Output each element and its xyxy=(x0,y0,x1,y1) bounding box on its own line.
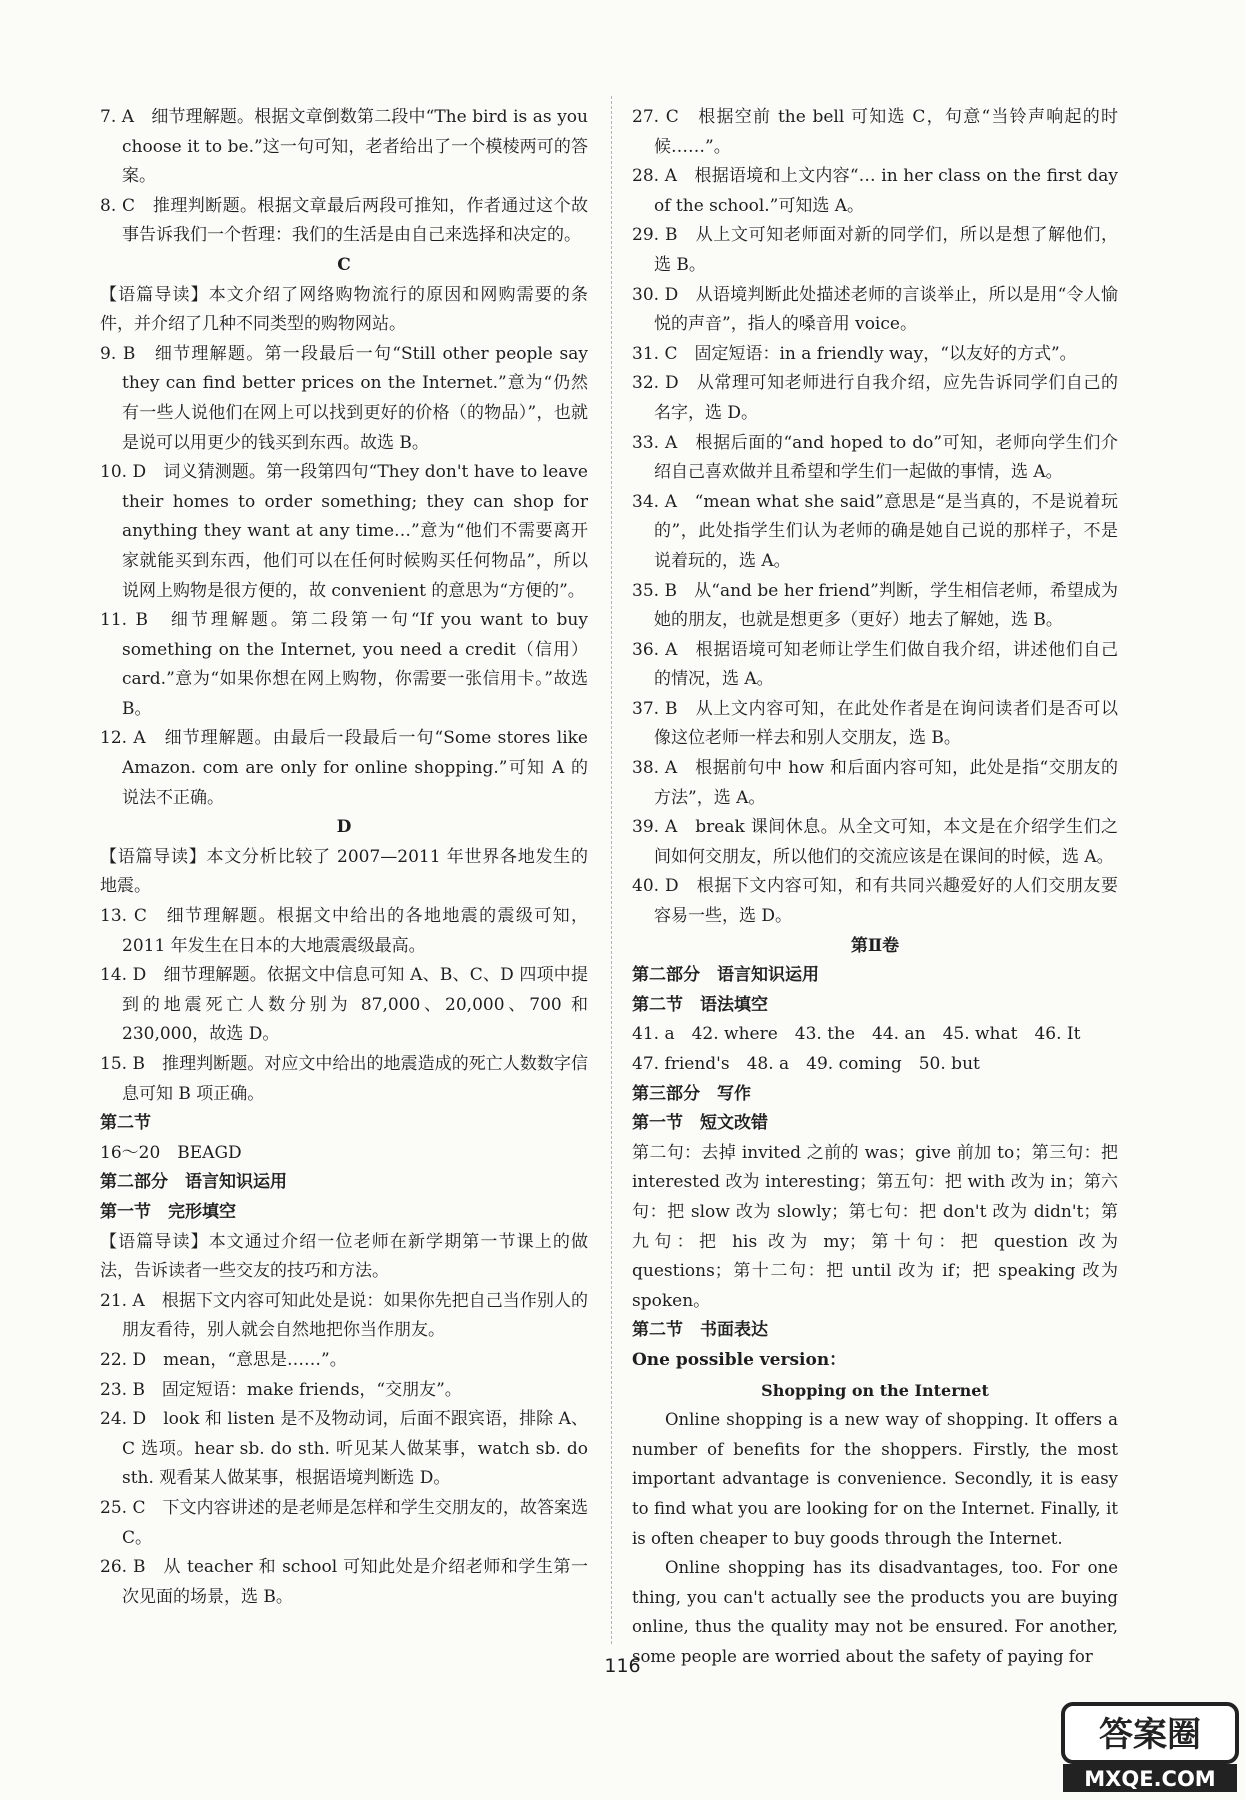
answer-item: 35. B 从“and be her friend”判断，学生相信老师，希望成为她的朋友，也就是想更多（更好）地去了解她，选 B。 xyxy=(632,580,1118,631)
answer-item: 31. C 固定短语：in a friendly way，“以友好的方式”。 xyxy=(632,343,1077,364)
watermark-title: 答案圈 xyxy=(1099,1715,1201,1755)
text-paragraph: 【语篇导读】本文通过介绍一位老师在新学期第一节课上的做法，告诉读者一些交友的技巧和方法。 xyxy=(100,1231,588,1282)
section-heading: 第二节 xyxy=(100,1113,151,1134)
essay-title: Shopping on the Internet xyxy=(761,1380,989,1400)
answer-item: 34. A “mean what she said”意思是“是当真的，不是说着玩的”，此处指学生们认为老师的确是她自己说的那样子，不是说着玩的，选 A。 xyxy=(632,491,1118,571)
answer-item: 11. B 细节理解题。第二段第一句“If you want to buy something on the Internet, you need a credit（信用）card.”意为“如果你想在网上购物，你需要一张信用卡。”故选 B。 xyxy=(100,610,588,719)
answer-item: 32. D 从常理可知老师进行自我介绍，应先告诉同学们自己的名字，选 D。 xyxy=(632,373,1118,423)
essay-paragraph: Online shopping is a new way of shopping. It offers a number of benefits for the shoppers. Firstly, the most important advantage is convenience. Secondly, it is easy to find what you are looking for on the Internet. Finally, it is often cheaper to buy goods through the Internet. xyxy=(632,1410,1118,1548)
watermark-url: MXQE.COM xyxy=(1084,1767,1216,1791)
answer-item: 23. B 固定短语：make friends，“交朋友”。 xyxy=(100,1379,462,1400)
column-divider xyxy=(611,96,612,1644)
section-label: D xyxy=(336,817,352,838)
section-heading: 第一节 短文改错 xyxy=(632,1113,768,1134)
answer-item: 7. A 细节理解题。根据文章倒数第二段中“The bird is as you choose it to be.”这一句可知，老者给出了一个模棱两可的答案。 xyxy=(100,107,588,187)
answer-item: 25. C 下文内容讲述的是老师是怎样和学生交朋友的，故答案选 C。 xyxy=(100,1497,588,1548)
answer-item: 29. B 从上文可知老师面对新的同学们，所以是想了解他们，选 B。 xyxy=(632,225,1118,275)
section-heading: One possible version： xyxy=(632,1349,847,1370)
section-heading: 第一节 完形填空 xyxy=(100,1201,236,1222)
section-heading: 第二部分 语言知识运用 xyxy=(100,1172,287,1193)
answer-item: 27. C 根据空前 the bell 可知选 C，句意“当铃声响起的时候……”。 xyxy=(632,107,1118,157)
answer-item: 12. A 细节理解题。由最后一段最后一句“Some stores like Amazon. com are only for online shopping.”可知 A 的说法不正确。 xyxy=(100,728,588,808)
answer-item: 13. C 细节理解题。根据文中给出的各地地震的震级可知，2011 年发生在日本的大地震震级最高。 xyxy=(100,906,588,956)
answer-item: 10. D 词义猜测题。第一段第四句“They don't have to leave their homes to order something; they can shop for anything they want at any time…”意为“他们不需要离开家就能买到东西，他们可以在任何时候购买任何物品”，所以说网上购物是很方便的，故 convenient 的意思为“方便的”。 xyxy=(100,462,588,601)
answer-item: 36. A 根据语境可知老师让学生们做自我介绍，讲述他们自己的情况，选 A。 xyxy=(632,639,1118,690)
text-paragraph: 47. friend's 48. a 49. coming 50. but xyxy=(632,1054,980,1074)
watermark-logo xyxy=(1061,1700,1239,1796)
answer-item: 8. C 推理判断题。根据文章最后两段可推知，作者通过这个故事告诉我们一个哲理：我们的生活是由自己来选择和决定的。 xyxy=(100,195,588,246)
answer-item: 37. B 从上文内容可知，在此处作者是在询问读者们是否可以像这位老师一样去和别人交朋友，选 B。 xyxy=(632,698,1118,749)
section-heading: 第二节 语法填空 xyxy=(632,994,768,1015)
answer-item: 33. A 根据后面的“and hoped to do”可知，老师向学生们介绍自己喜欢做并且希望和学生们一起做的事情，选 A。 xyxy=(632,432,1118,483)
section-heading: 第二部分 语言知识运用 xyxy=(632,965,819,986)
text-paragraph: 第二句：去掉 invited 之前的 was；give 前加 to；第三句：把 interested 改为 interesting；第五句：把 with 改为 in；第六句：把 slow 改为 slowly；第七句：把 don't 改为 didn't；第九句：把 his 改为 my；第十句：把 question 改为 questions；第十二句：把 until 改为 if；把 speaking 改为 spoken。 xyxy=(632,1142,1118,1311)
answer-item: 21. A 根据下文内容可知此处是说：如果你先把自己当作别人的朋友看待，别人就会自然地把你当作朋友。 xyxy=(100,1290,588,1341)
answer-item: 39. A break 课间休息。从全文可知，本文是在介绍学生们之间如何交朋友，所以他们的交流应该是在课间的时候，选 A。 xyxy=(632,817,1118,867)
answer-item: 28. A 根据语境和上文内容“… in her class on the first day of the school.”可知选 A。 xyxy=(632,166,1118,216)
answer-item: 9. B 细节理解题。第一段最后一句“Still other people say they can find better prices on the Internet.”意为“仍然有一些人说他们在网上可以找到更好的价格（的物品）”，也就是说可以用更少的钱买到东西。故选 B。 xyxy=(100,343,588,453)
answer-item: 22. D mean，“意思是……”。 xyxy=(100,1349,347,1370)
answer-item: 30. D 从语境判断此处描述老师的言谈举止，所以是用“令人愉悦的声音”，指人的嗓音用 voice。 xyxy=(632,284,1118,335)
text-paragraph: 【语篇导读】本文分析比较了 2007—2011 年世界各地发生的地震。 xyxy=(100,846,588,897)
text-paragraph: 41. a 42. where 43. the 44. an 45. what 46. It xyxy=(632,1024,1081,1045)
section-heading: 第三部分 写作 xyxy=(632,1083,751,1104)
text-paragraph: 16～20 BEAGD xyxy=(100,1142,242,1163)
essay-paragraph: Online shopping has its disadvantages, too. For one thing, you can't actually see the products you are buying online, thus the quality may not be ensured. For another, some people are worried about the safety of paying for xyxy=(632,1558,1118,1666)
answer-item: 24. D look 和 listen 是不及物动词，后面不跟宾语，排除 A、C 选项。hear sb. do sth. 听见某人做某事，watch sb. do sth. 观看某人做某事，根据语境判断选 D。 xyxy=(100,1409,588,1489)
page-number: 116 xyxy=(604,1655,641,1677)
section-heading: 第二节 书面表达 xyxy=(632,1320,768,1341)
right-column xyxy=(632,103,1118,1671)
section-label: C xyxy=(337,254,351,275)
section-label: 第Ⅱ卷 xyxy=(850,935,900,956)
answer-item: 40. D 根据下文内容可知，和有共同兴趣爱好的人们交朋友要容易一些，选 D。 xyxy=(632,876,1118,927)
answer-item: 14. D 细节理解题。依据文中信息可知 A、B、C、D 四项中提到的地震死亡人数分别为 87,000、20,000、700 和 230,000，故选 D。 xyxy=(100,965,588,1045)
answer-item: 26. B 从 teacher 和 school 可知此处是介绍老师和学生第一次见面的场景，选 B。 xyxy=(100,1557,588,1607)
answer-item: 15. B 推理判断题。对应文中给出的地震造成的死亡人数数字信息可知 B 项正确。 xyxy=(100,1054,588,1104)
answer-item: 38. A 根据前句中 how 和后面内容可知，此处是指“交朋友的方法”，选 A。 xyxy=(632,758,1118,808)
text-paragraph: 【语篇导读】本文介绍了网络购物流行的原因和网购需要的条件，并介绍了几种不同类型的购物网站。 xyxy=(100,284,588,335)
left-column xyxy=(100,103,588,1612)
